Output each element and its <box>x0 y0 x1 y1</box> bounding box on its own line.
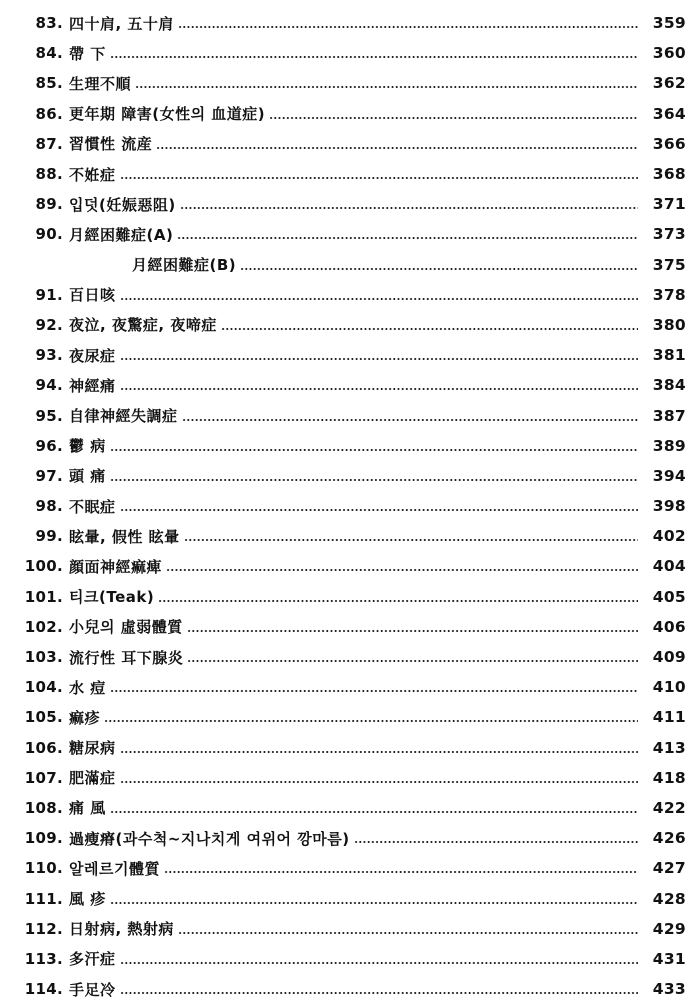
entry-number: 85. <box>35 74 63 93</box>
dot-leader <box>269 116 638 120</box>
entry-title: 顔面神經痲痺 <box>69 557 163 576</box>
entry-title: 糖尿病 <box>69 739 116 758</box>
dot-leader <box>104 719 638 723</box>
toc-entry <box>0 370 700 400</box>
dot-leader <box>110 689 638 693</box>
entry-number: 87. <box>35 134 63 153</box>
entry-title: 頭 痛 <box>69 467 106 486</box>
entry-page: 368 <box>652 165 686 184</box>
toc-entry <box>0 763 700 793</box>
dot-leader <box>110 478 638 482</box>
dot-leader <box>120 297 638 301</box>
dot-leader <box>240 267 638 271</box>
toc-entry <box>0 883 700 913</box>
dot-leader <box>110 901 638 905</box>
dot-leader <box>135 85 638 89</box>
entry-number: 91. <box>35 285 63 304</box>
entry-page: 381 <box>652 346 686 365</box>
entry-page: 360 <box>652 44 686 63</box>
dot-leader <box>120 961 638 965</box>
dot-leader <box>120 991 638 995</box>
dot-leader <box>182 418 638 422</box>
entry-number: 110. <box>24 859 63 878</box>
entry-title: 月經困難症(A) <box>69 225 174 244</box>
entry-page: 422 <box>652 798 686 817</box>
toc-entry <box>0 159 700 189</box>
toc-entry <box>0 38 700 68</box>
toc-entry <box>0 68 700 98</box>
entry-number: 89. <box>35 195 63 214</box>
entry-title: 알레르기體質 <box>69 859 160 878</box>
entry-number: 107. <box>24 768 63 787</box>
entry-title: 痲疹 <box>69 708 101 727</box>
toc-entry <box>0 491 700 521</box>
entry-page: 362 <box>652 74 686 93</box>
toc-entry <box>0 521 700 551</box>
dot-leader <box>164 870 638 874</box>
entry-number: 101. <box>24 587 63 606</box>
entry-number: 86. <box>35 104 63 123</box>
toc-entry <box>0 8 700 38</box>
entry-number: 102. <box>24 617 63 636</box>
entry-page: 410 <box>652 678 686 697</box>
toc-entry <box>0 280 700 310</box>
entry-page: 405 <box>652 587 686 606</box>
entry-page: 402 <box>652 527 686 546</box>
entry-page: 411 <box>652 708 686 727</box>
entry-number: 96. <box>35 436 63 455</box>
entry-page: 389 <box>652 436 686 455</box>
toc-entry <box>0 219 700 249</box>
entry-number: 95. <box>35 406 63 425</box>
entry-title: 鬱 病 <box>69 437 106 456</box>
toc-entry <box>0 400 700 430</box>
entry-number: 111. <box>24 889 63 908</box>
dot-leader <box>177 236 638 240</box>
dot-leader <box>120 508 638 512</box>
entry-number: 108. <box>24 798 63 817</box>
dot-leader <box>187 659 638 663</box>
entry-number: 105. <box>24 708 63 727</box>
entry-title: 生理不順 <box>69 74 132 93</box>
toc-entry <box>0 974 700 1004</box>
entry-title: 夜泣, 夜驚症, 夜啼症 <box>69 316 217 335</box>
entry-number: 109. <box>24 829 63 848</box>
entry-title: 입덧(妊娠惡阻) <box>69 195 176 214</box>
entry-title: 流行性 耳下腺炎 <box>69 648 184 667</box>
entry-number: 104. <box>24 678 63 697</box>
entry-number: 94. <box>35 376 63 395</box>
entry-title: 夜尿症 <box>69 346 116 365</box>
entry-number: 106. <box>24 738 63 757</box>
toc-entry <box>0 340 700 370</box>
entry-title: 四十肩, 五十肩 <box>69 14 174 33</box>
table-of-contents <box>0 8 700 1004</box>
toc-entry <box>0 99 700 129</box>
toc-entry <box>0 431 700 461</box>
dot-leader <box>110 55 638 59</box>
dot-leader <box>184 538 638 542</box>
entry-page: 373 <box>652 225 686 244</box>
entry-number: 88. <box>35 165 63 184</box>
entry-page: 426 <box>652 829 686 848</box>
entry-title: 痛 風 <box>69 799 106 818</box>
entry-page: 428 <box>652 889 686 908</box>
dot-leader <box>120 750 638 754</box>
entry-page: 418 <box>652 768 686 787</box>
dot-leader <box>178 25 638 29</box>
entry-page: 359 <box>652 14 686 33</box>
toc-entry <box>0 129 700 159</box>
entry-number: 100. <box>24 557 63 576</box>
entry-page: 371 <box>652 195 686 214</box>
entry-page: 387 <box>652 406 686 425</box>
toc-entry <box>0 733 700 763</box>
entry-title: 小兒의 虛弱體質 <box>69 618 183 637</box>
dot-leader <box>178 931 638 935</box>
entry-page: 431 <box>652 949 686 968</box>
dot-leader <box>156 146 638 150</box>
entry-title: 肥滿症 <box>69 769 116 788</box>
toc-entry <box>0 189 700 219</box>
entry-title: 百日咳 <box>69 286 116 305</box>
entry-title: 自律神經失調症 <box>69 407 178 426</box>
dot-leader <box>120 387 638 391</box>
entry-title: 帶 下 <box>69 44 106 63</box>
dot-leader <box>120 176 638 180</box>
entry-title: 過瘦瘠(과수척~지나치게 여위어 깡마름) <box>69 829 350 848</box>
dot-leader <box>180 206 638 210</box>
entry-number: 83. <box>35 14 63 33</box>
entry-number: 93. <box>35 346 63 365</box>
entry-title: 更年期 障害(女性의 血道症) <box>69 105 266 124</box>
dot-leader <box>354 840 638 844</box>
entry-page: 398 <box>652 497 686 516</box>
entry-title: 眩暈, 假性 眩暈 <box>69 527 180 546</box>
entry-title: 水 痘 <box>69 678 106 697</box>
dot-leader <box>120 357 638 361</box>
toc-entry <box>0 250 700 280</box>
toc-entry <box>0 944 700 974</box>
entry-page: 429 <box>652 919 686 938</box>
entry-page: 378 <box>652 285 686 304</box>
toc-entry <box>0 642 700 672</box>
entry-number: 114. <box>24 980 63 999</box>
dot-leader <box>120 780 638 784</box>
entry-title: 月經困難症(B) <box>132 256 237 275</box>
dot-leader <box>110 810 638 814</box>
entry-page: 384 <box>652 376 686 395</box>
entry-number: 113. <box>24 949 63 968</box>
entry-number: 84. <box>35 44 63 63</box>
entry-page: 404 <box>652 557 686 576</box>
entry-title: 風 疹 <box>69 890 106 909</box>
entry-number: 92. <box>35 315 63 334</box>
toc-entry <box>0 612 700 642</box>
dot-leader <box>110 448 638 452</box>
entry-page: 394 <box>652 466 686 485</box>
entry-number: 103. <box>24 648 63 667</box>
toc-entry <box>0 823 700 853</box>
entry-title: 手足冷 <box>69 980 116 999</box>
dot-leader <box>166 568 638 572</box>
entry-number: 112. <box>24 919 63 938</box>
entry-page: 427 <box>652 859 686 878</box>
entry-title: 日射病, 熱射病 <box>69 920 174 939</box>
entry-page: 366 <box>652 134 686 153</box>
entry-title: 習慣性 流産 <box>69 135 153 154</box>
toc-entry <box>0 461 700 491</box>
toc-entry <box>0 672 700 702</box>
entry-page: 364 <box>652 104 686 123</box>
entry-number: 90. <box>35 225 63 244</box>
entry-title: 不姙症 <box>69 165 116 184</box>
entry-page: 433 <box>652 980 686 999</box>
entry-number: 98. <box>35 497 63 516</box>
toc-entry <box>0 310 700 340</box>
entry-number: 99. <box>35 527 63 546</box>
entry-title: 多汗症 <box>69 950 116 969</box>
dot-leader <box>187 629 638 633</box>
toc-entry <box>0 702 700 732</box>
toc-entry <box>0 793 700 823</box>
entry-title: 不眠症 <box>69 497 116 516</box>
entry-page: 406 <box>652 617 686 636</box>
toc-entry <box>0 853 700 883</box>
entry-page: 380 <box>652 315 686 334</box>
toc-entry <box>0 914 700 944</box>
entry-title: 티크(Teak) <box>69 588 155 607</box>
entry-title: 神經痛 <box>69 376 116 395</box>
entry-number: 97. <box>35 466 63 485</box>
entry-page: 413 <box>652 738 686 757</box>
dot-leader <box>221 327 638 331</box>
dot-leader <box>158 599 638 603</box>
toc-entry <box>0 582 700 612</box>
toc-entry <box>0 551 700 581</box>
entry-page: 409 <box>652 648 686 667</box>
entry-page: 375 <box>652 255 686 274</box>
